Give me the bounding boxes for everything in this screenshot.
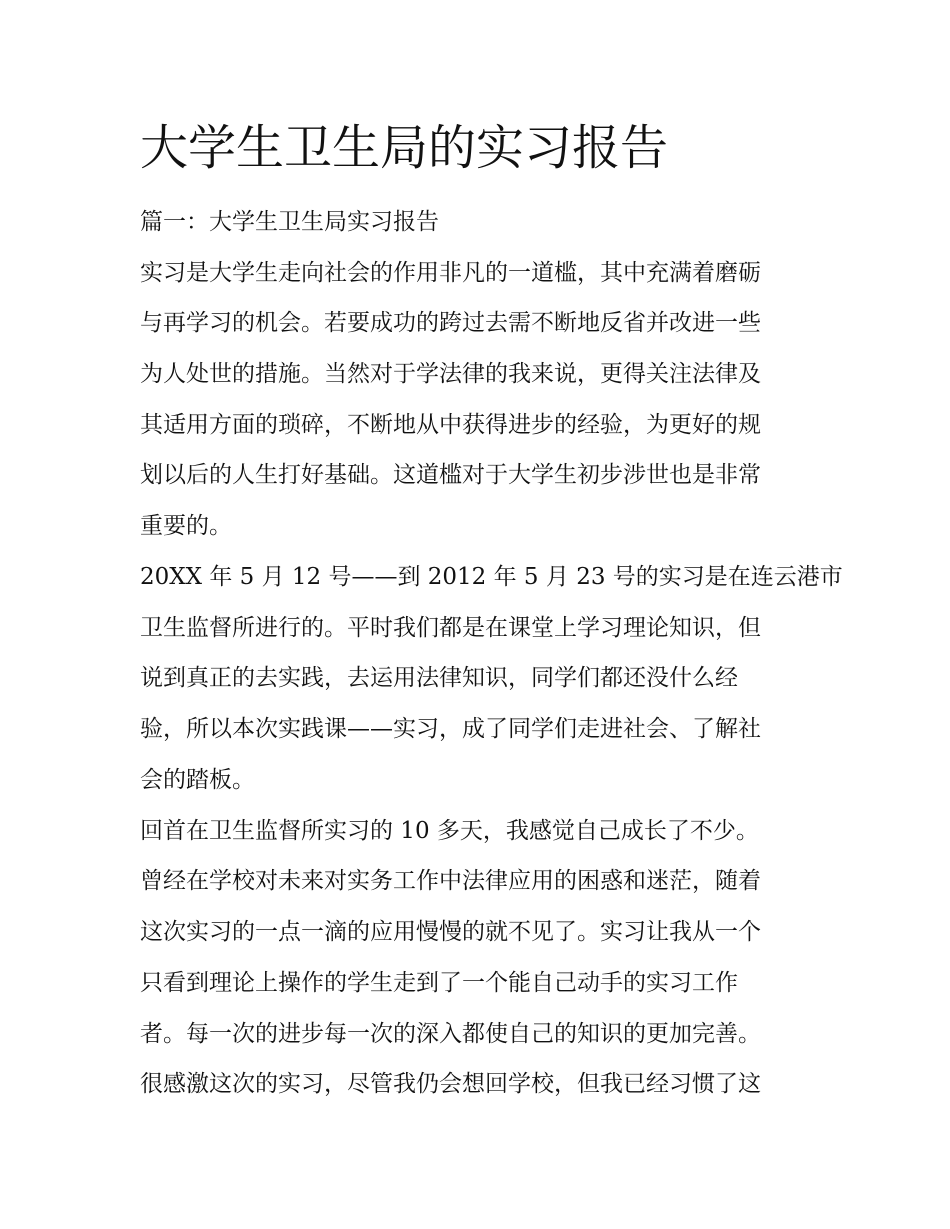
body-line: 20XX 年 5 月 12 号——到 2012 年 5 月 23 号的实习是在连云港市 [140,564,843,590]
body-line: 与再学习的机会。若要成功的跨过去需不断地反省并改进一些 [140,310,761,336]
body-line: 重要的。 [140,513,232,539]
body-line: 实习是大学生走向社会的作用非凡的一道槛，其中充满着磨砺 [140,260,761,286]
body-line: 为人处世的措施。当然对于学法律的我来说，更得关注法律及 [140,361,761,387]
body-line: 回首在卫生监督所实习的 10 多天，我感觉自己成长了不少。 [140,818,759,844]
body-line: 划以后的人生打好基础。这道槛对于大学生初步涉世也是非常 [140,462,761,488]
body-line: 会的踏板。 [140,767,255,793]
body-line: 曾经在学校对未来对实务工作中法律应用的困惑和迷茫，随着 [140,868,761,894]
body-line: 这次实习的一点一滴的应用慢慢的就不见了。实习让我从一个 [140,919,761,945]
body-line: 验，所以本次实践课——实习，成了同学们走进社会、了解社 [140,716,761,742]
body-line: 只看到理论上操作的学生走到了一个能自己动手的实习工作 [140,970,738,996]
body-line: 说到真正的去实践，去运用法律知识，同学们都还没什么经 [140,665,738,691]
section-heading: 篇一：大学生卫生局实习报告 [140,209,439,235]
body-line: 其适用方面的琐碎，不断地从中获得进步的经验，为更好的规 [140,412,761,438]
document-title: 大学生卫生局的实习报告 [140,120,669,176]
body-line: 卫生监督所进行的。平时我们都是在课堂上学习理论知识，但 [140,615,761,641]
body-line: 者。每一次的进步每一次的深入都使自己的知识的更加完善。 [140,1021,761,1047]
body-line: 很感激这次的实习，尽管我仍会想回学校，但我已经习惯了这 [140,1071,761,1097]
